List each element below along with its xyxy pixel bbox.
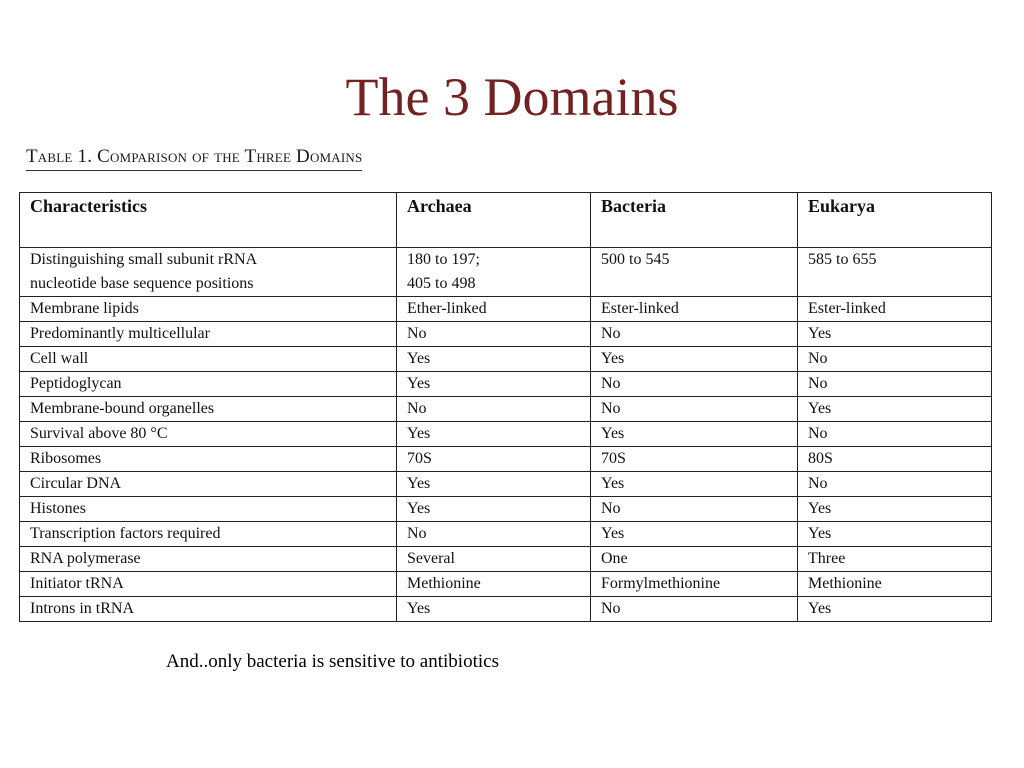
table-caption: Table 1. Comparison of the Three Domains bbox=[26, 145, 362, 171]
domains-comparison-table bbox=[19, 192, 992, 622]
cell-bacteria: No bbox=[591, 497, 798, 522]
cell-eukarya: Three bbox=[798, 547, 992, 572]
cell-archaea: 180 to 197; 405 to 498 bbox=[397, 248, 591, 297]
cell-characteristic: Circular DNA bbox=[20, 472, 397, 497]
cell-bacteria: No bbox=[591, 372, 798, 397]
table-row bbox=[20, 322, 992, 347]
cell-bacteria: Yes bbox=[591, 347, 798, 372]
cell-archaea: Yes bbox=[397, 422, 591, 447]
table-row bbox=[20, 497, 992, 522]
table-row bbox=[20, 472, 992, 497]
header-characteristics: Characteristics bbox=[20, 193, 397, 248]
table-row bbox=[20, 447, 992, 472]
footnote-antibiotics: And..only bacteria is sensitive to antibiotics bbox=[166, 651, 499, 672]
cell-eukarya: Yes bbox=[798, 397, 992, 422]
cell-characteristic: Initiator tRNA bbox=[20, 572, 397, 597]
cell-bacteria: Formylmethionine bbox=[591, 572, 798, 597]
cell-bacteria: One bbox=[591, 547, 798, 572]
cell-characteristic: RNA polymerase bbox=[20, 547, 397, 572]
table-row bbox=[20, 522, 992, 547]
cell-bacteria: No bbox=[591, 597, 798, 622]
header-eukarya: Eukarya bbox=[798, 193, 992, 248]
cell-bacteria: Ester-linked bbox=[591, 297, 798, 322]
cell-archaea: Several bbox=[397, 547, 591, 572]
cell-archaea: Yes bbox=[397, 497, 591, 522]
table-row bbox=[20, 372, 992, 397]
cell-eukarya: Ester-linked bbox=[798, 297, 992, 322]
cell-archaea: Methionine bbox=[397, 572, 591, 597]
cell-characteristic: Membrane lipids bbox=[20, 297, 397, 322]
cell-characteristic: Ribosomes bbox=[20, 447, 397, 472]
cell-bacteria: Yes bbox=[591, 422, 798, 447]
cell-archaea: Ether-linked bbox=[397, 297, 591, 322]
table-header-row bbox=[20, 193, 992, 248]
cell-characteristic: Transcription factors required bbox=[20, 522, 397, 547]
cell-eukarya: Yes bbox=[798, 322, 992, 347]
cell-eukarya: 80S bbox=[798, 447, 992, 472]
cell-eukarya: No bbox=[798, 372, 992, 397]
table-row bbox=[20, 248, 992, 297]
cell-archaea: Yes bbox=[397, 347, 591, 372]
cell-archaea: Yes bbox=[397, 597, 591, 622]
cell-archaea: No bbox=[397, 522, 591, 547]
cell-bacteria: Yes bbox=[591, 522, 798, 547]
cell-characteristic: Survival above 80 °C bbox=[20, 422, 397, 447]
cell-archaea: No bbox=[397, 322, 591, 347]
cell-characteristic: Cell wall bbox=[20, 347, 397, 372]
cell-characteristic: Peptidoglycan bbox=[20, 372, 397, 397]
cell-archaea: Yes bbox=[397, 372, 591, 397]
cell-characteristic: Predominantly multicellular bbox=[20, 322, 397, 347]
cell-eukarya: No bbox=[798, 347, 992, 372]
cell-eukarya: Methionine bbox=[798, 572, 992, 597]
cell-bacteria: 500 to 545 bbox=[591, 248, 798, 297]
cell-archaea: No bbox=[397, 397, 591, 422]
cell-eukarya: 585 to 655 bbox=[798, 248, 992, 297]
cell-eukarya: No bbox=[798, 422, 992, 447]
cell-characteristic: Histones bbox=[20, 497, 397, 522]
cell-characteristic: Introns in tRNA bbox=[20, 597, 397, 622]
table-row bbox=[20, 297, 992, 322]
table-row bbox=[20, 572, 992, 597]
cell-characteristic: Membrane-bound organelles bbox=[20, 397, 397, 422]
cell-bacteria: No bbox=[591, 397, 798, 422]
table-row bbox=[20, 547, 992, 572]
cell-eukarya: Yes bbox=[798, 497, 992, 522]
table-row bbox=[20, 347, 992, 372]
cell-characteristic: Distinguishing small subunit rRNA nucleotide base sequence positions bbox=[20, 248, 397, 297]
cell-archaea: 70S bbox=[397, 447, 591, 472]
cell-bacteria: 70S bbox=[591, 447, 798, 472]
cell-eukarya: No bbox=[798, 472, 992, 497]
table-row bbox=[20, 597, 992, 622]
cell-bacteria: No bbox=[591, 322, 798, 347]
table-row bbox=[20, 422, 992, 447]
cell-eukarya: Yes bbox=[798, 522, 992, 547]
slide-title: The 3 Domains bbox=[345, 67, 679, 127]
cell-bacteria: Yes bbox=[591, 472, 798, 497]
cell-archaea: Yes bbox=[397, 472, 591, 497]
cell-eukarya: Yes bbox=[798, 597, 992, 622]
header-archaea: Archaea bbox=[397, 193, 591, 248]
header-bacteria: Bacteria bbox=[591, 193, 798, 248]
table-row bbox=[20, 397, 992, 422]
